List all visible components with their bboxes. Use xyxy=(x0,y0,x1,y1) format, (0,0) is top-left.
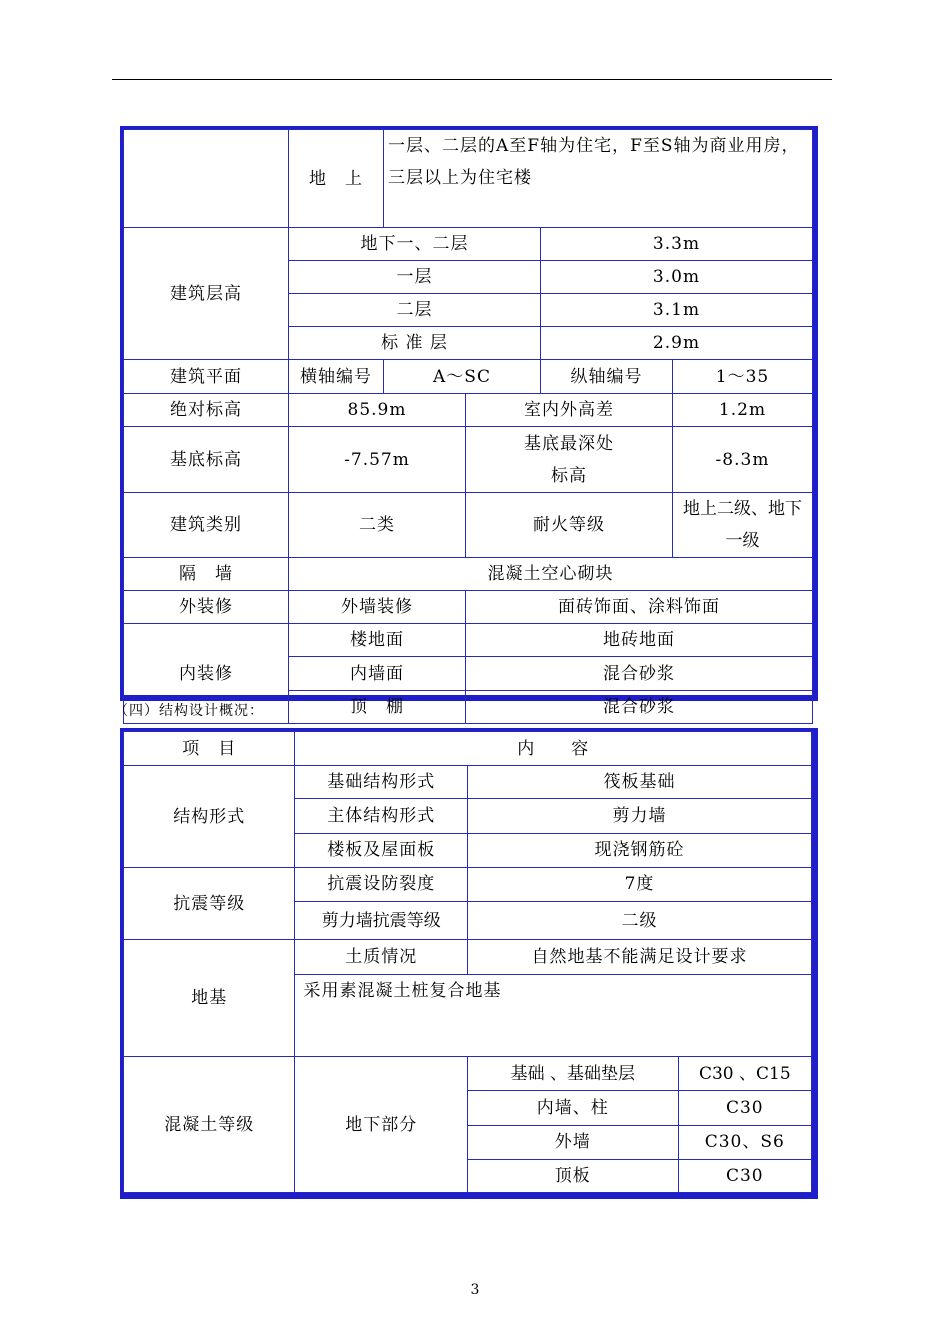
partition-label: 隔 墙 xyxy=(124,558,289,591)
interior-item: 内墙面 xyxy=(289,657,466,691)
seismic-item: 抗震设防裂度 xyxy=(295,867,468,901)
v-axis-value: 1～35 xyxy=(673,360,813,394)
aboveground-text: 一层、二层的A至F轴为住宅，F至S轴为商业用房，三层以上为住宅楼 xyxy=(384,130,813,228)
seismic-item: 剪力墙抗震等级 xyxy=(295,902,468,940)
exterior-value: 面砖饰面、涂料饰面 xyxy=(466,591,813,624)
concrete-label: 混凝土等级 xyxy=(124,1057,295,1193)
floor-height-name: 地下一、二层 xyxy=(289,228,541,261)
aboveground-label: 地 上 xyxy=(289,130,384,228)
seismic-value: 7度 xyxy=(467,867,811,901)
floor-height-name: 标 准 层 xyxy=(289,327,541,360)
concrete-part: 地下部分 xyxy=(295,1057,468,1193)
base-level-label: 基底标高 xyxy=(124,427,289,493)
concrete-item: 基础 、基础垫层 xyxy=(467,1057,678,1091)
plan-label: 建筑平面 xyxy=(124,360,289,394)
deepest-level-label: 基底最深处 标高 xyxy=(466,427,673,493)
floor-height-label: 建筑层高 xyxy=(124,228,289,360)
header-rule xyxy=(112,79,832,80)
foundation-label: 地基 xyxy=(124,940,295,1057)
exterior-label: 外装修 xyxy=(124,591,289,624)
exterior-item: 外墙装修 xyxy=(289,591,466,624)
header-item: 项 目 xyxy=(124,732,295,766)
h-axis-label: 横轴编号 xyxy=(289,360,384,394)
empty-cell xyxy=(124,130,289,228)
deepest-level-value: -8.3m xyxy=(673,427,813,493)
concrete-item: 顶板 xyxy=(467,1159,678,1192)
concrete-item: 外墙 xyxy=(467,1125,678,1159)
seismic-label: 抗震等级 xyxy=(124,867,295,939)
floor-height-value: 3.3m xyxy=(541,228,813,261)
structure-value: 剪力墙 xyxy=(467,799,811,833)
height-diff-value: 1.2m xyxy=(673,394,813,427)
h-axis-value: A～SC xyxy=(384,360,541,394)
foundation-method: 采用素混凝土桩复合地基 xyxy=(295,974,812,1057)
v-axis-label: 纵轴编号 xyxy=(541,360,673,394)
structure-value: 筏板基础 xyxy=(467,766,811,799)
elevation-value: 85.9m xyxy=(289,394,466,427)
elevation-label: 绝对标高 xyxy=(124,394,289,427)
interior-value: 混合砂浆 xyxy=(466,657,813,691)
interior-item: 顶 棚 xyxy=(289,691,466,724)
concrete-value: C30 xyxy=(678,1159,811,1192)
seismic-value: 二级 xyxy=(467,902,811,940)
section-caption: （四）结构设计概况： xyxy=(114,703,264,719)
structure-design-table xyxy=(120,728,818,1199)
interior-item: 楼地面 xyxy=(289,624,466,657)
soil-label: 土质情况 xyxy=(295,940,468,974)
floor-height-value: 3.1m xyxy=(541,294,813,327)
header-content: 内 容 xyxy=(295,732,812,766)
height-diff-label: 室内外高差 xyxy=(466,394,673,427)
floor-height-value: 2.9m xyxy=(541,327,813,360)
page-number: 3 xyxy=(470,1282,480,1298)
floor-height-value: 3.0m xyxy=(541,261,813,294)
concrete-item: 内墙、柱 xyxy=(467,1091,678,1125)
interior-value: 地砖地面 xyxy=(466,624,813,657)
concrete-value: C30 xyxy=(678,1091,811,1125)
structure-item: 基础结构形式 xyxy=(295,766,468,799)
fire-rating-label: 耐火等级 xyxy=(466,493,673,558)
concrete-value: C30、S6 xyxy=(678,1125,811,1159)
interior-value: 混合砂浆 xyxy=(466,691,813,724)
concrete-value: C30 、C15 xyxy=(678,1057,811,1091)
category-value: 二类 xyxy=(289,493,466,558)
partition-value: 混凝土空心砌块 xyxy=(289,558,813,591)
structure-label: 结构形式 xyxy=(124,766,295,868)
structure-item: 楼板及屋面板 xyxy=(295,833,468,867)
category-label: 建筑类别 xyxy=(124,493,289,558)
interior-label: 内装修 xyxy=(124,624,289,724)
base-level-value: -7.57m xyxy=(289,427,466,493)
structure-value: 现浇钢筋砼 xyxy=(467,833,811,867)
structure-item: 主体结构形式 xyxy=(295,799,468,833)
fire-rating-value: 地上二级、地下一级 xyxy=(673,493,813,558)
soil-value: 自然地基不能满足设计要求 xyxy=(467,940,811,974)
floor-height-name: 一层 xyxy=(289,261,541,294)
floor-height-name: 二层 xyxy=(289,294,541,327)
